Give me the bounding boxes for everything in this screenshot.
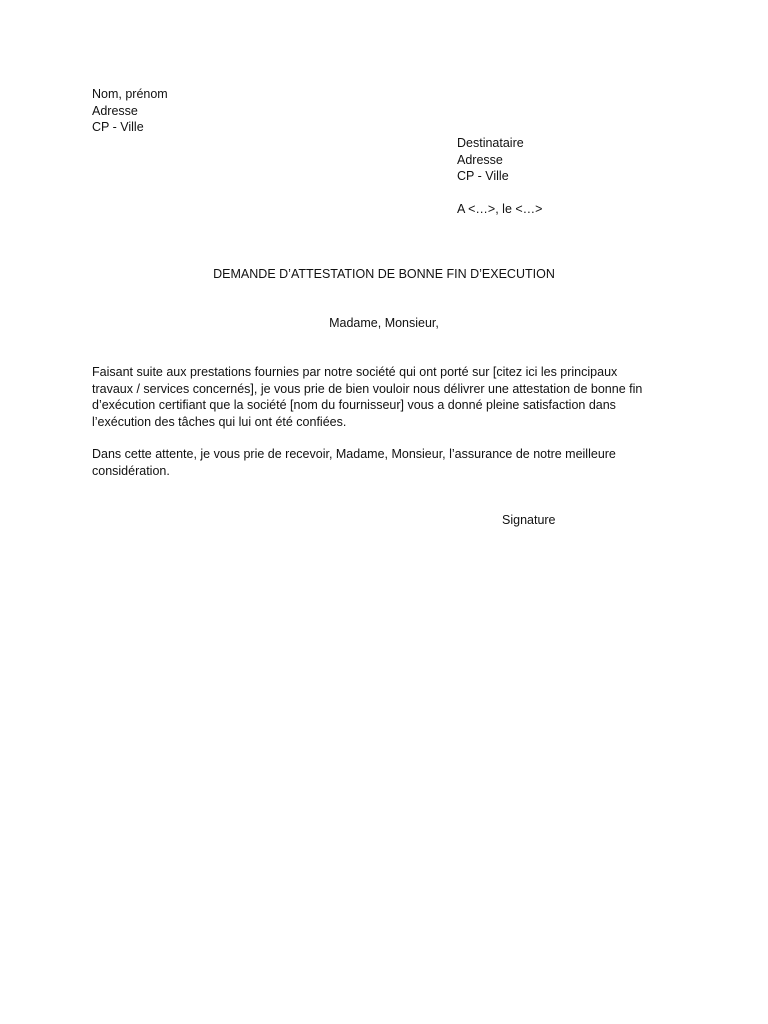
- sender-city: CP - Ville: [92, 120, 144, 134]
- body-paragraph-2: [92, 446, 682, 479]
- recipient-address: Adresse: [457, 152, 503, 167]
- recipient-city: CP - Ville: [457, 169, 509, 183]
- signature-label: Signature: [502, 513, 556, 527]
- paragraph-line: l’exécution des tâches qui lui ont été confiées.: [92, 414, 347, 429]
- sender-address: Adresse: [92, 103, 138, 118]
- sender-name: Nom, prénom: [92, 87, 168, 101]
- paragraph-line: considération.: [92, 463, 170, 478]
- sender-block: [92, 86, 168, 136]
- body-paragraph-1: [92, 364, 682, 430]
- paragraph-line: Faisant suite aux prestations fournies par notre société qui ont porté sur [citez ici les principaux: [92, 365, 618, 379]
- paragraph-line: Dans cette attente, je vous prie de recevoir, Madame, Monsieur, l’assurance de notre meilleure: [92, 447, 616, 461]
- letter-subject: DEMANDE D’ATTESTATION DE BONNE FIN D’EXECUTION: [213, 267, 555, 281]
- salutation: Madame, Monsieur,: [329, 316, 439, 330]
- place-date: A <…>, le <…>: [457, 202, 543, 216]
- recipient-name: Destinataire: [457, 136, 524, 150]
- recipient-block: [457, 135, 524, 185]
- paragraph-line: travaux / services concernés], je vous prie de bien vouloir nous délivrer une attestation de bonne fin: [92, 381, 643, 396]
- paragraph-line: d’exécution certifiant que la société [nom du fournisseur] vous a donné pleine satisfaction dans: [92, 398, 616, 412]
